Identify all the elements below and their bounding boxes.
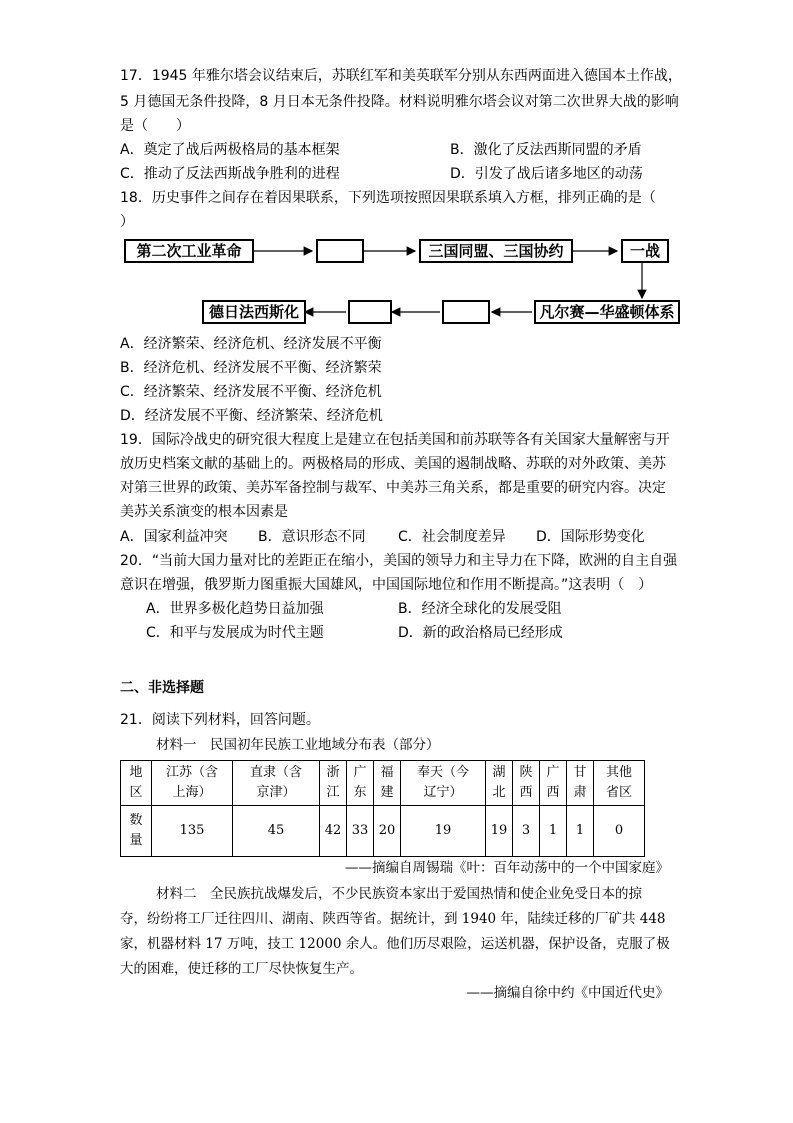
material-2-line3: 家，机器材料 17 万吨，技工 12000 余人。他们历尽艰险，运送机器，保护设备，克服了极: [120, 936, 670, 952]
table-header-row: [121, 761, 645, 806]
table-value-row: [121, 806, 645, 857]
table-value-cell: 45: [233, 806, 320, 857]
q17-option-b[interactable]: B．激化了反法西斯同盟的矛盾: [450, 142, 642, 158]
q17-option-a[interactable]: A．奠定了战后两极格局的基本框架: [120, 142, 340, 158]
q19-stem-line3: 对第三世界的政策、美苏军备控制与裁军、中美苏三角关系，都是重要的研究内容。决定: [120, 480, 666, 496]
flow-box-alliances: 三国同盟、三国协约: [419, 239, 573, 263]
table-header-cell: 其他 省区: [594, 761, 645, 806]
q19-option-a[interactable]: A．国家利益冲突: [120, 529, 228, 545]
flow-box-versailles-washington: 凡尔赛—华盛顿体系: [534, 300, 680, 324]
q20-stem-line2: 意识在增强，俄罗斯力图重振大国雄风，中国国际地位和作用不断提高。”这表明（ ）: [120, 577, 653, 593]
table-header-cell: 直隶（含 京津）: [233, 761, 320, 806]
q17-option-c[interactable]: C．推动了反法西斯战争胜利的进程: [120, 166, 340, 182]
q21-intro: 21．阅读下列材料，回答问题。: [120, 712, 320, 728]
q18-stem-line2: ）: [120, 214, 134, 230]
section-heading-non-choice: 二、非选择题: [120, 680, 204, 696]
table-value-cell: 19: [486, 806, 513, 857]
flow-box-second-industrial-revolution: 第二次工业革命: [124, 239, 254, 263]
table-value-cell: 20: [374, 806, 401, 857]
q18-stem-line1: 18．历史事件之间存在着因果联系，下列选项按照因果联系填入方框，排列正确的是（: [120, 190, 656, 206]
q17-stem-line1: 17．1945 年雅尔塔会议结束后，苏联红军和美英联军分别从东西两面进入德国本土作战，: [120, 68, 682, 84]
q17-option-d[interactable]: D．引发了战后诸多地区的动荡: [450, 166, 643, 182]
q19-option-c[interactable]: C．社会制度差异: [398, 529, 506, 545]
q19-stem-line1: 19．国际冷战史的研究很大程度上是建立在包括美国和前苏联等各有关国家大量解密与开: [120, 432, 670, 448]
q20-option-a[interactable]: A．世界多极化趋势日益加强: [146, 601, 324, 617]
table-header-cell: 甘 肃: [567, 761, 594, 806]
table-value-cell: 42: [320, 806, 347, 857]
q19-stem-line4: 美苏关系演变的根本因素是: [120, 504, 288, 520]
q20-option-b[interactable]: B．经济全球化的发展受阻: [398, 601, 562, 617]
q19-option-b[interactable]: B．意识形态不同: [258, 529, 366, 545]
q18-option-a[interactable]: A．经济繁荣、经济危机、经济发展不平衡: [120, 336, 382, 352]
table-header-cell: 陕 西: [513, 761, 540, 806]
q20-option-d[interactable]: D．新的政治格局已经形成: [398, 625, 563, 641]
table-value-cell: 135: [152, 806, 233, 857]
material-2-line2: 夺，纷纷将工厂迁往四川、湖南、陕西等省。据统计，到 1940 年，陆续迁移的厂矿共 448: [120, 911, 666, 927]
q20-stem-line1: 20．“当前大国力量对比的差距正在缩小，美国的领导力和主导力在下降，欧洲的自主自强: [120, 553, 678, 569]
flow-box-fascism: 德日法西斯化: [202, 300, 306, 324]
q20-option-c[interactable]: C．和平与发展成为时代主题: [146, 625, 324, 641]
table-value-cell: 3: [513, 806, 540, 857]
table-value-cell: 33: [347, 806, 374, 857]
table-value-cell: 0: [594, 806, 645, 857]
material-1-source: ——摘编自周锡瑞《叶：百年动荡中的一个中国家庭》: [345, 860, 669, 876]
q18-option-c[interactable]: C．经济繁荣、经济发展不平衡、经济危机: [120, 384, 382, 400]
table-value-cell: 19: [401, 806, 486, 857]
flow-box-ww1: 一战: [621, 239, 669, 263]
table-header-cell: 广 西: [540, 761, 567, 806]
table-header-cell: 广 东: [347, 761, 374, 806]
table-header-label: 地 区: [121, 761, 152, 806]
table-header-cell: 湖 北: [486, 761, 513, 806]
material-2-source: ——摘编自徐中约《中国近代史》: [466, 985, 669, 1001]
material-1-caption: 材料一 民国初年民族工业地域分布表（部分）: [156, 737, 440, 753]
q18-option-b[interactable]: B．经济危机、经济发展不平衡、经济繁荣: [120, 360, 382, 376]
q19-option-d[interactable]: D．国际形势变化: [536, 529, 645, 545]
industry-distribution-table: [120, 760, 645, 857]
flow-box-blank-2[interactable]: [442, 300, 490, 324]
flow-box-blank-3[interactable]: [348, 300, 392, 324]
q18-option-d[interactable]: D．经济发展不平衡、经济繁荣、经济危机: [120, 408, 383, 424]
table-value-cell: 1: [567, 806, 594, 857]
table-header-cell: 奉天（今 辽宁）: [401, 761, 486, 806]
material-2-line4: 大的困难，使迁移的工厂尽快恢复生产。: [120, 961, 363, 977]
q17-stem-line3: 是（ ）: [120, 118, 190, 134]
q19-stem-line2: 放历史档案文献的基础上的。两极格局的形成、美国的遏制战略、苏联的对外政策、美苏: [120, 456, 666, 472]
flow-box-blank-1[interactable]: [316, 239, 364, 263]
causal-flowchart: [120, 236, 678, 328]
table-header-cell: 浙 江: [320, 761, 347, 806]
table-value-label: 数 量: [121, 806, 152, 857]
material-2-line1: 材料二 全民族抗战爆发后，不少民族资本家出于爱国热情和使企业免受日本的掠: [156, 886, 642, 902]
q17-stem-line2: 5 月德国无条件投降，8 月日本无条件投降。材料说明雅尔塔会议对第二次世界大战的影响: [120, 94, 679, 110]
table-header-cell: 江苏（含 上海）: [152, 761, 233, 806]
table-value-cell: 1: [540, 806, 567, 857]
table-header-cell: 福 建: [374, 761, 401, 806]
